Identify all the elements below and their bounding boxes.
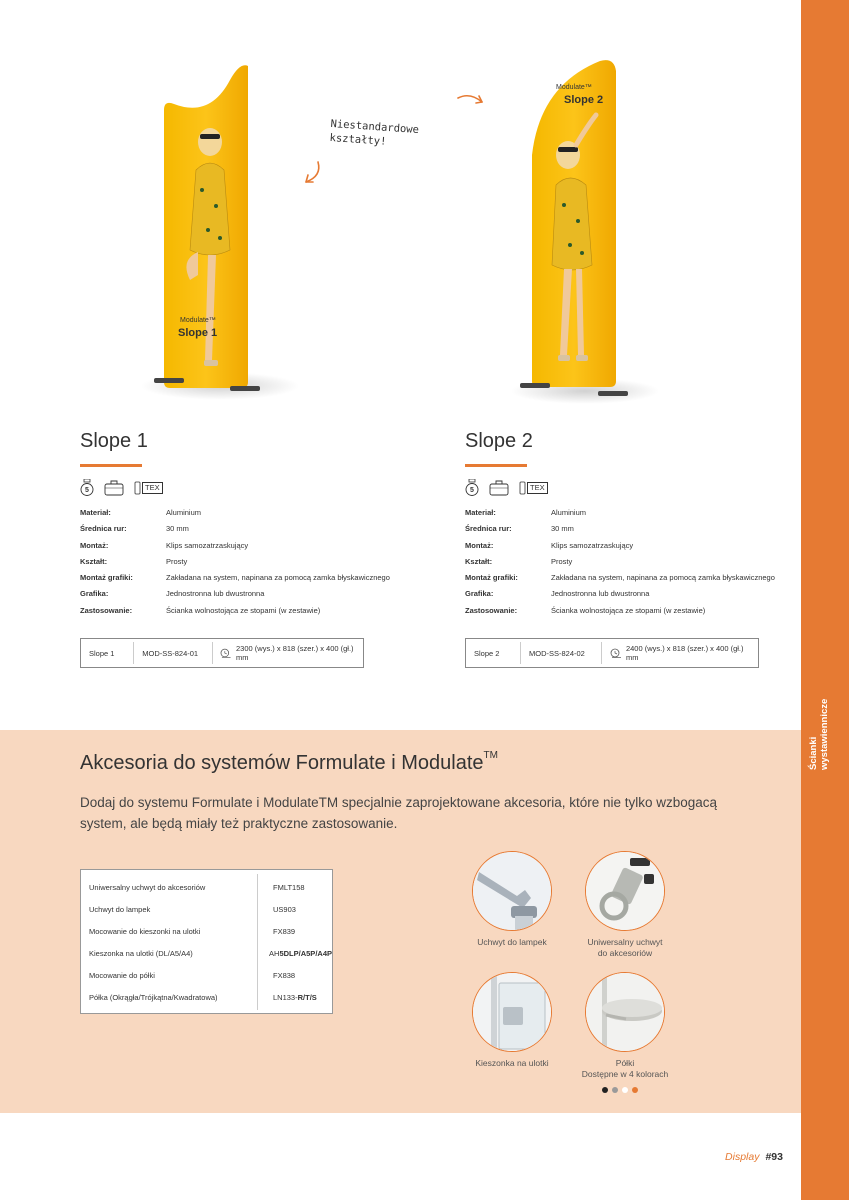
product-code: MOD-SS-824-01 [142,648,199,658]
spec-row [465,521,775,537]
warranty-years: 5 [470,487,474,494]
title-underline [465,464,527,467]
feature-icons [80,479,163,497]
section-label-line-1: Ścianki [808,736,819,770]
note-line-2: kształty! [329,131,387,148]
code-bold: R/T/S [297,992,317,1002]
spec-list [80,505,390,619]
custom-shapes-note [329,117,419,151]
color-swatch-orange [632,1087,638,1093]
slope-2-banner-image [520,55,630,400]
fabric-roll-icon [134,481,142,495]
banner-name: Slope 2 [564,94,604,106]
footer-section: Display [725,1151,760,1163]
table-row [81,920,332,942]
accessory-code [265,971,295,980]
accessory-name: Półka (Okrągła/Trójkątna/Kwadratowa) [89,992,218,1002]
table-row [81,898,332,920]
spec-value: Zakładana na system, napinana za pomocą zamka błyskawicznego [166,573,390,583]
spec-key: Kształt: [465,556,493,566]
spec-value: Klips samozatrzaskujący [166,540,249,550]
lamp-holder-image [472,851,552,931]
tex-label: TEX [142,482,163,494]
shelf-image [585,972,665,1052]
spec-row [80,586,390,602]
spec-key: Montaż: [80,540,109,550]
shelf-label [565,1058,685,1080]
spec-value: Prosty [166,556,188,566]
spec-key: Montaż grafiki: [80,573,133,583]
spec-value: Ścianka wolnostojąca ze stopami (w zestawie) [166,605,321,615]
table-row [81,942,332,964]
banner-name: Slope 1 [178,327,218,339]
universal-holder-image [585,851,665,931]
spec-value: 30 mm [551,524,574,534]
arrow-down-left-icon [298,160,324,188]
table-row [81,876,332,898]
banner-brand: Modulate™ [180,317,216,324]
code-plain: FX839 [273,926,296,936]
dimensions-icon [220,648,232,658]
brochure-pocket-icon [473,973,552,1052]
spec-row [465,554,775,570]
accessory-name: Uniwersalny uchwyt do akcesoriów [89,882,206,892]
spec-row [465,570,775,586]
spec-row [80,554,390,570]
spec-key: Kształt: [80,556,108,566]
code-plain: US903 [273,904,296,914]
brochure-pocket-image [472,972,552,1052]
carry-bag-icon [489,480,509,496]
slope-1-banner-image [150,60,260,400]
section-label-line-2: wystawiennicze [819,698,830,770]
spec-value: Ścianka wolnostojąca ze stopami (w zestawie) [551,605,706,615]
warranty-years: 5 [85,487,89,494]
spec-value: Aluminium [166,508,202,517]
spec-value: Klips samozatrzaskujący [551,540,634,550]
spec-key: Grafika: [465,589,494,599]
accessories-description: Dodaj do systemu Formulate i ModulateTM specjalnie zaprojektowane akcesoria, które nie tylko wzbogacą system, ale będą miały też praktyczne zastosowanie. [80,795,718,831]
section-label [808,690,844,770]
banner-brand: Modulate™ [556,84,592,91]
code-product-name: Slope 2 [474,648,500,658]
spec-row [465,505,775,521]
accessory-name: Uchwyt do lampek [89,904,151,914]
spec-value: Jednostronna lub dwustronna [166,589,265,599]
spec-key: Średnica rur: [465,524,512,534]
universal-holder-icon [586,852,665,931]
product-title: Slope 1 [80,430,148,452]
spec-key: Materiał: [80,508,111,517]
accessories-title-text: Akcesoria do systemów Formulate i Modulate [80,752,484,774]
code-bold: 5DLP/A5P/A4P [279,948,332,958]
product-title: Slope 2 [465,430,533,452]
tex-fabric-icon [519,481,548,495]
dimensions-value: 2400 (wys.) x 818 (szer.) x 400 (gł.) mm [625,644,744,662]
item-label-line: Uniwersalny uchwyt [587,937,663,947]
code-plain: LN133- [273,992,298,1002]
spec-key: Zastosowanie: [465,605,518,615]
product-code-box [80,638,364,668]
tex-label: TEX [527,482,548,494]
spec-row [465,603,775,619]
dimensions [602,644,758,662]
code-plain: FMLT158 [273,882,305,892]
spec-key: Średnica rur: [80,524,127,534]
spec-row [80,538,390,554]
spec-key: Zastosowanie: [80,605,133,615]
color-swatch-white [622,1087,628,1093]
spec-value: Jednostronna lub dwustronna [551,589,650,599]
dimensions-value: 2300 (wys.) x 818 (szer.) x 400 (gł.) mm [236,644,354,662]
code-plain: AH [269,948,280,958]
color-swatch-black [602,1087,608,1093]
accessory-code [261,949,332,958]
spec-value: Zakładana na system, napinana za pomocą zamka błyskawicznego [551,573,775,583]
title-underline [80,464,142,467]
spec-row [80,570,390,586]
tex-fabric-icon [134,481,163,495]
accessories-table [80,869,333,1014]
spec-row [465,586,775,602]
product-code: MOD-SS-824-02 [528,648,585,658]
section-stripe [801,0,849,1200]
item-label-line: Półki [615,1058,635,1068]
spec-key: Materiał: [465,508,496,517]
color-swatch-grey [612,1087,618,1093]
spec-row [465,538,775,554]
accessory-code [265,927,295,936]
accessory-name: Mocowanie do kieszonki na ulotki [89,926,201,936]
spec-key: Grafika: [80,589,109,599]
trademark-sup: TM [483,750,498,761]
table-row [81,986,332,1008]
5-year-warranty-icon [465,479,479,497]
item-label-line: Uchwyt do lampek [477,937,547,947]
code-plain: FX838 [273,970,296,980]
accessory-name: Kieszonka na ulotki (DL/A5/A4) [89,948,193,958]
spec-row [80,521,390,537]
spec-value: Prosty [551,556,573,566]
universal-holder-label [570,937,680,959]
code-product-name: Slope 1 [89,648,115,658]
spec-value: 30 mm [166,524,189,534]
brochure-pocket-label [462,1058,562,1069]
spec-key: Montaż: [465,540,494,550]
spec-row [80,603,390,619]
lamp-holder-label [462,937,562,948]
item-label-line: Dostępne w 4 kolorach [581,1069,669,1079]
accessory-code [265,993,317,1002]
dimensions-icon [610,648,622,658]
carry-bag-icon [104,480,124,496]
page-number: #93 [765,1151,783,1163]
note-line-1: Niestandardowe [330,117,420,137]
product-code-box [465,638,759,668]
dimensions [212,644,363,662]
fabric-roll-icon [519,481,527,495]
feature-icons [465,479,548,497]
page-footer [725,1151,783,1163]
table-row [81,964,332,986]
accessories-title [80,752,498,775]
spec-list [465,505,775,619]
lamp-holder-icon [473,852,552,931]
arrow-right-icon [456,92,486,108]
spec-row [80,505,390,521]
spec-key: Montaż grafiki: [465,573,518,583]
shelf-color-swatches [602,1087,638,1093]
spec-value: Aluminium [551,508,587,517]
accessory-code [265,883,305,892]
accessory-name: Mocowanie do półki [89,970,155,980]
accessory-code [265,905,296,914]
shelf-icon [586,973,665,1052]
item-label-line: Kieszonka na ulotki [475,1058,549,1068]
5-year-warranty-icon [80,479,94,497]
item-label-line: do akcesoriów [597,948,653,958]
